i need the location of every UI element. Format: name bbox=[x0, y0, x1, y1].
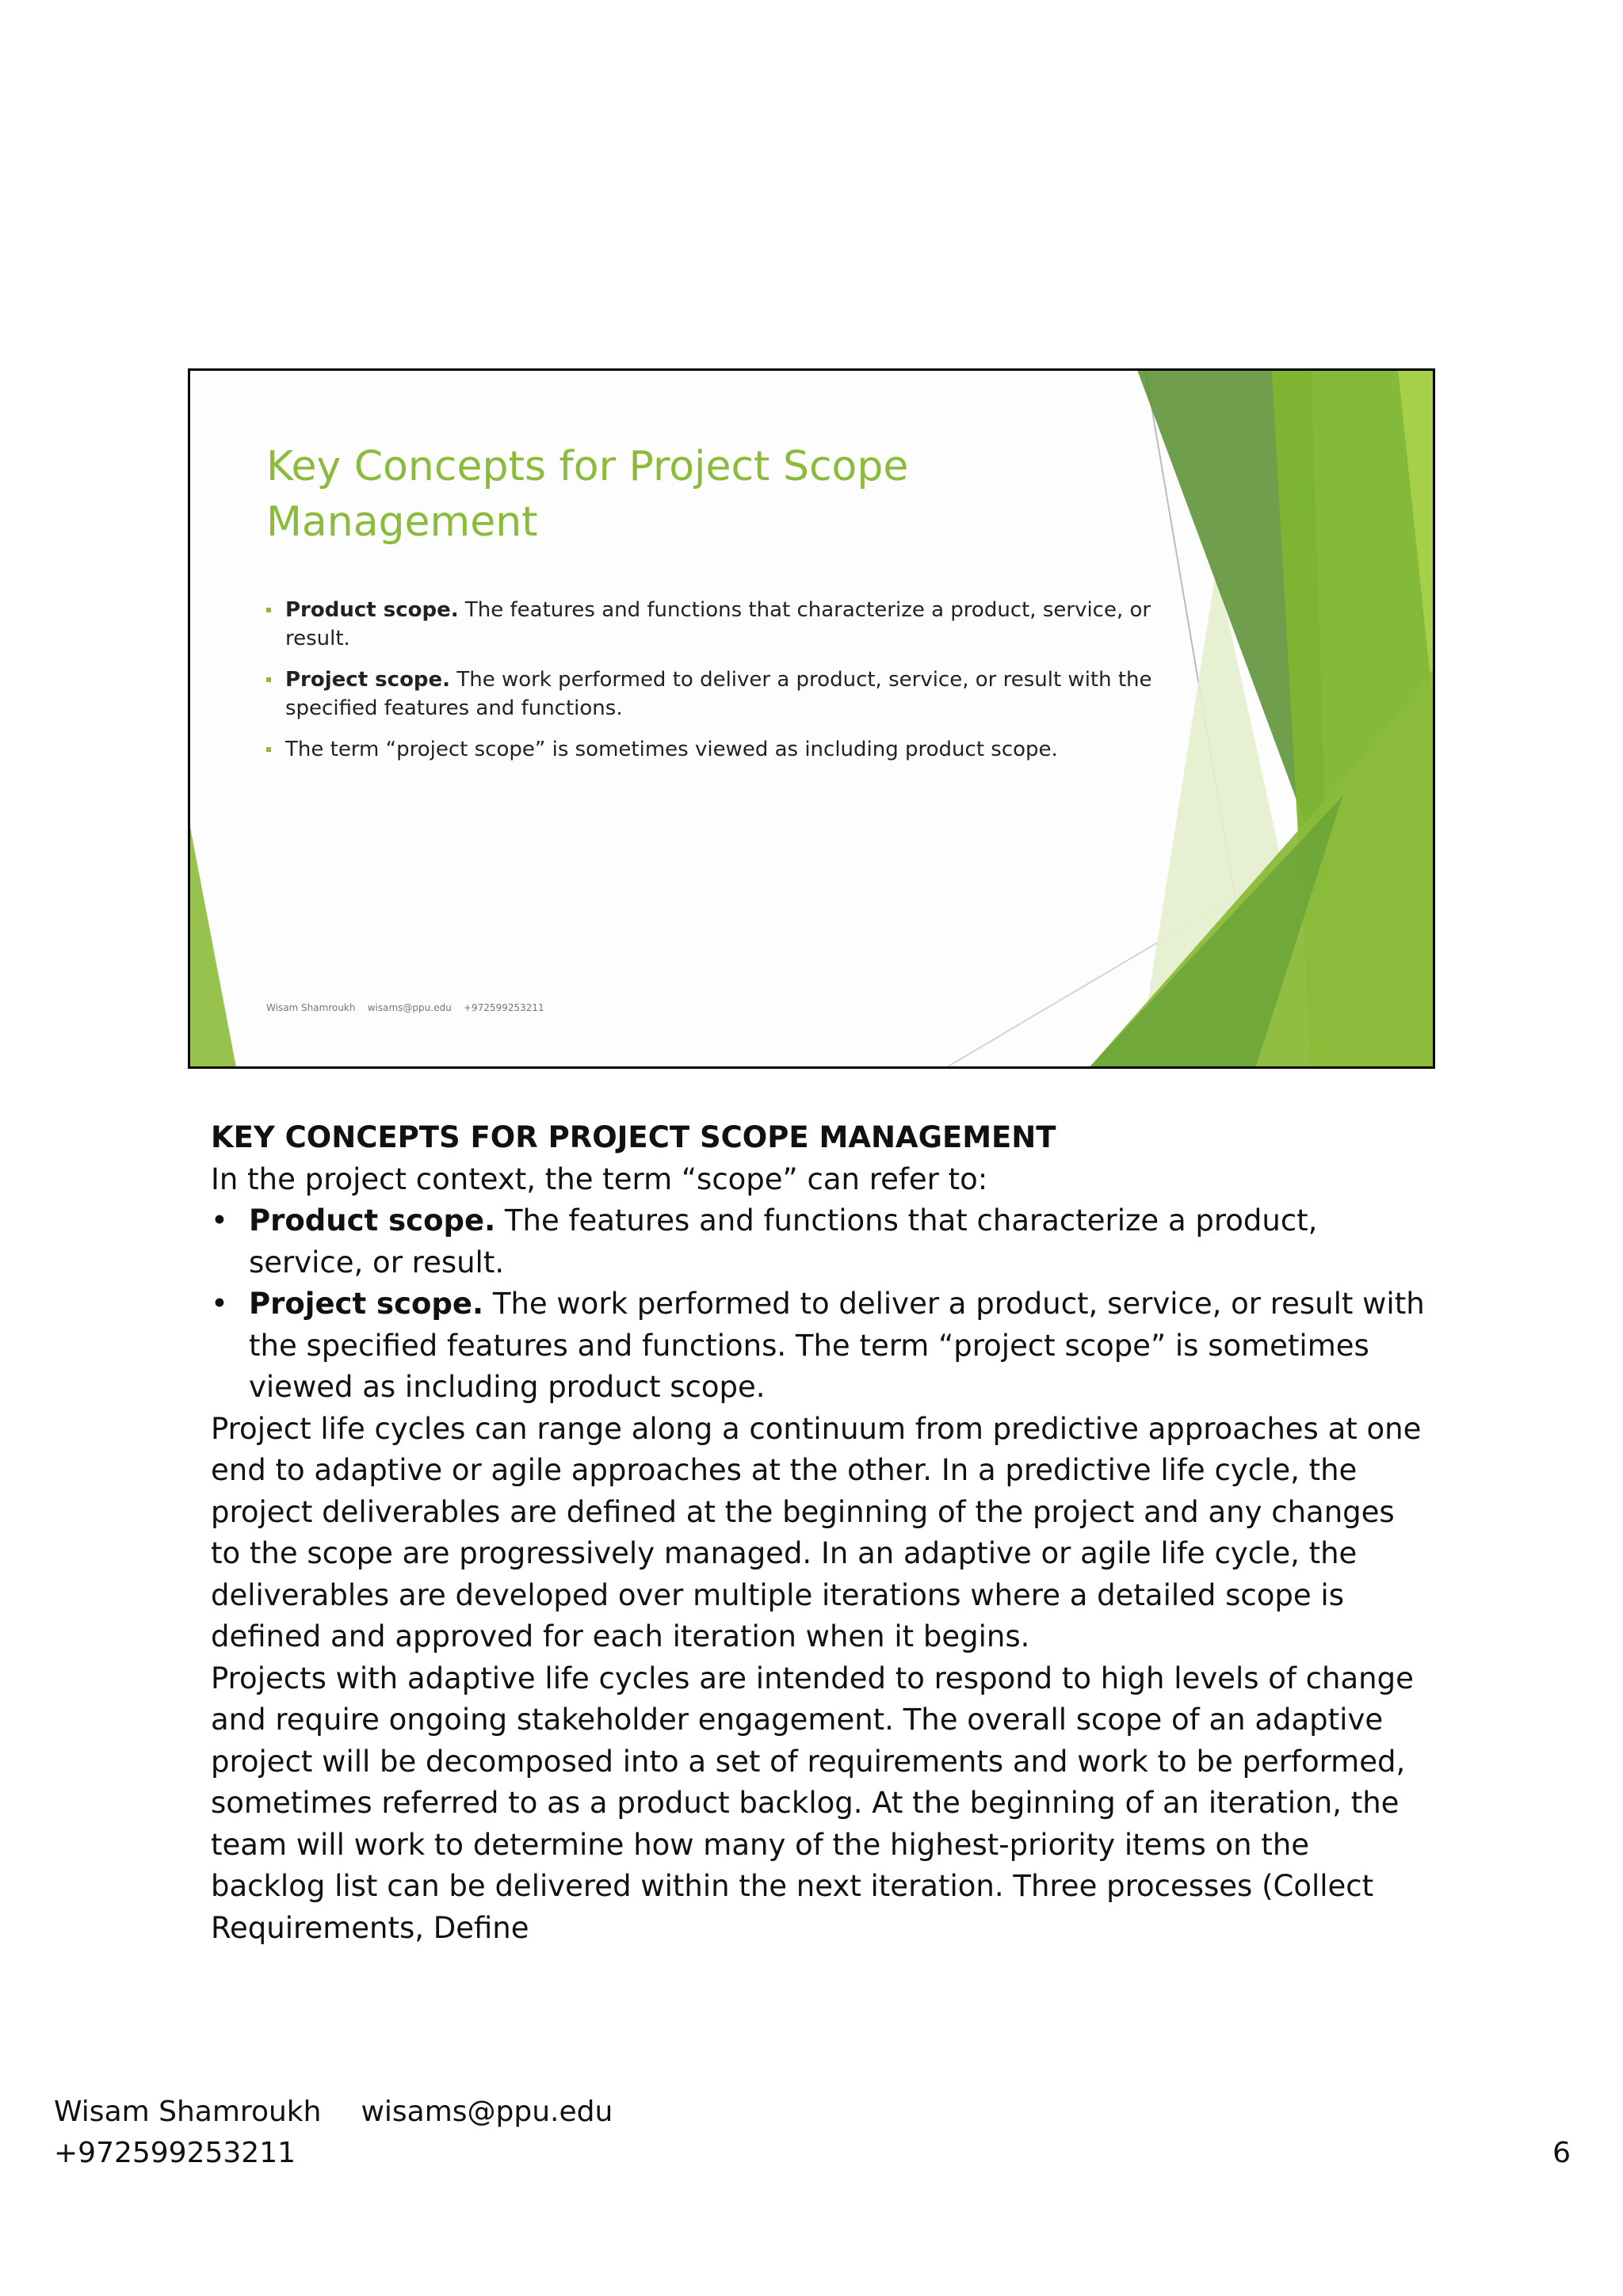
list-item-term: Product scope. bbox=[249, 1203, 496, 1238]
bullet-icon: • bbox=[211, 1287, 228, 1321]
slide-bullet-text: The term “project scope” is sometimes viewed as including product scope. bbox=[285, 738, 1058, 761]
bullet-icon: • bbox=[211, 1203, 228, 1238]
slide-bullet-list bbox=[266, 596, 1154, 776]
notes-body bbox=[211, 1117, 1431, 1949]
paragraph: Project life cycles can range along a continuum from predictive approaches at one end to adaptive or agile approaches at the other. In a predictive life cycle, the project deliverables are defined at the beginning of the project and any changes to the scope are progressively managed. In an adaptive or agile life cycle, the deliverables are developed over multiple iterations where a detailed scope is defined and approved for each iteration when it begins. bbox=[211, 1411, 1422, 1653]
slide-title-line2: Management bbox=[266, 498, 538, 546]
slide-footer: Wisam Shamroukh wisams@ppu.edu +972599253211 bbox=[266, 1002, 544, 1013]
bullet-dot-icon bbox=[266, 608, 271, 612]
bullet-dot-icon bbox=[266, 677, 271, 682]
author-name: Wisam Shamroukh bbox=[54, 2096, 322, 2128]
footer-contact-line bbox=[54, 2092, 613, 2133]
slide-bullet-term: Project scope. bbox=[285, 668, 451, 692]
list-item-text: The features and functions that characterize a product, service, or result. bbox=[249, 1203, 1318, 1280]
slide-image bbox=[188, 368, 1435, 1069]
list-item-text: The work performed to deliver a product, service, or result with the specified features and functions. The term “project scope” is sometimes viewed as including product scope. bbox=[249, 1287, 1425, 1404]
slide-bullet bbox=[266, 735, 1154, 764]
slide-bullet bbox=[266, 596, 1154, 653]
scope-list bbox=[211, 1200, 1431, 1409]
slide-bullet-term: Product scope. bbox=[285, 598, 459, 622]
slide-bullet-text: The work performed to deliver a product, service, or result with the specified features and functions. bbox=[285, 668, 1152, 720]
author-phone: +972599253211 bbox=[54, 2137, 296, 2169]
bullet-dot-icon bbox=[266, 747, 271, 752]
list-item-term: Project scope. bbox=[249, 1287, 484, 1321]
slide-bullet-text: The features and functions that characterize a product, service, or result. bbox=[285, 598, 1151, 650]
section-heading: KEY CONCEPTS FOR PROJECT SCOPE MANAGEMENT bbox=[211, 1120, 1056, 1154]
intro-text: In the project context, the term “scope” can refer to: bbox=[211, 1161, 988, 1196]
list-item bbox=[211, 1283, 1431, 1409]
author-email: wisams@ppu.edu bbox=[361, 2096, 613, 2128]
slide-bullet bbox=[266, 666, 1154, 723]
slide-title bbox=[266, 439, 980, 550]
paragraph: Projects with adaptive life cycles are intended to respond to high levels of change and require ongoing stakeholder engagement. The overall scope of an adaptive project will be decomposed into a set of requirements and work to be performed, sometimes referred to as a product backlog. At the beginning of an iteration, the team will work to determine how many of the highest-priority items on the backlog list can be delivered within the next iteration. Three processes (Collect Requirements, Define bbox=[211, 1661, 1414, 1945]
page-number: 6 bbox=[1552, 2137, 1571, 2169]
page-footer bbox=[54, 2092, 613, 2174]
list-item bbox=[211, 1200, 1431, 1283]
slide-title-line1: Key Concepts for Project Scope bbox=[266, 443, 909, 490]
